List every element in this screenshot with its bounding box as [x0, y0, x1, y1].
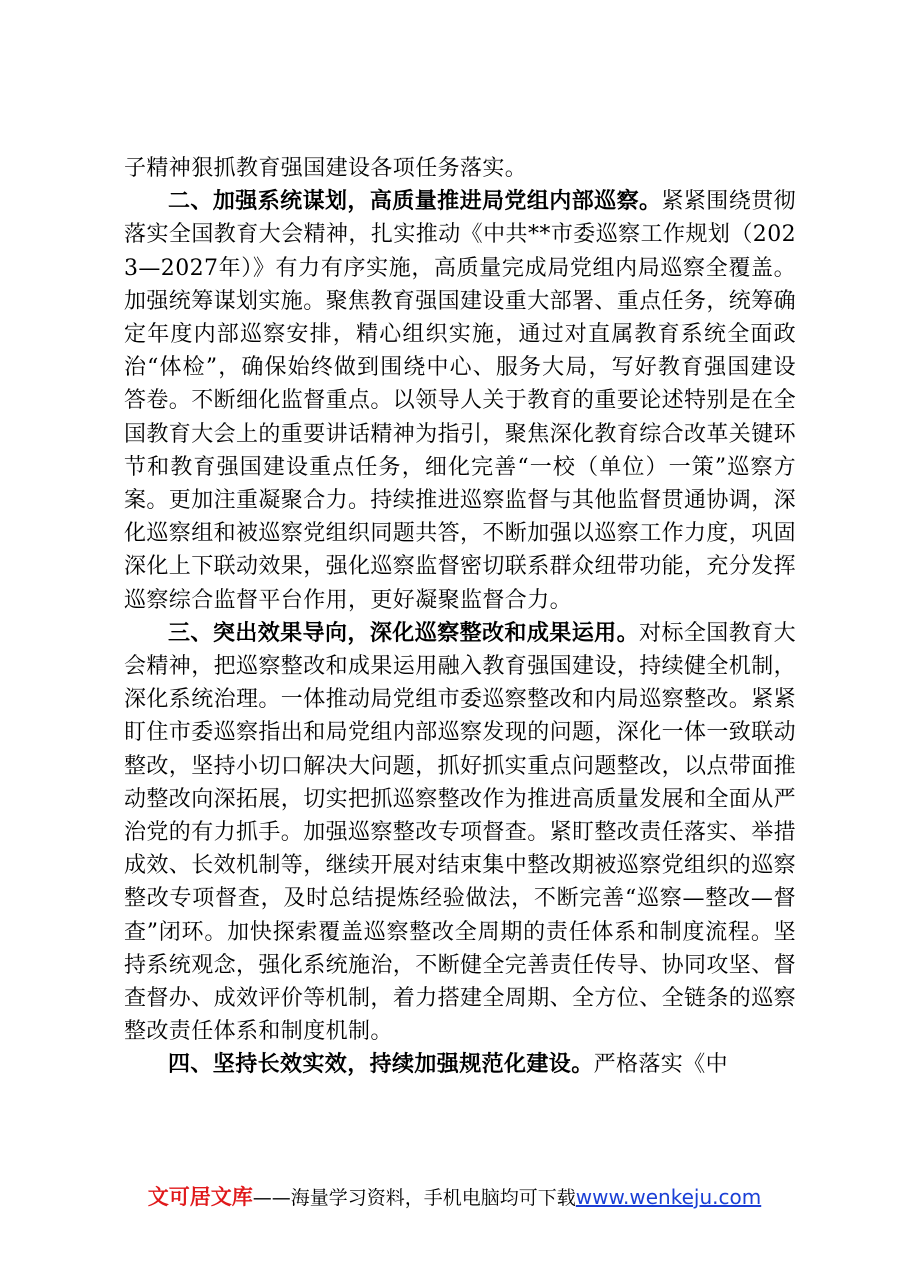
footer-banner [0, 1184, 909, 1211]
section-body-2: 紧紧围绕贯彻落实全国教育大会精神，扎实推动《中共**市委巡察工作规划（2023—2027年）》有力有序实施，高质量完成局党组内局巡察全覆盖。加强统筹谋划实施。聚焦教育强国建设重大部署、重点任务，统筹确定年度内部巡察安排，精心组织实施，通过对直属教育系统全面政治“体检”，确保始终做到围绕中心、服务大局，写好教育强国建设答卷。不断细化监督重点。以领导人关于教育的重要论述特别是在全国教育大会上的重要讲话精神为指引，聚焦深化教育综合改革关键环节和教育强国建设重点任务，细化完善“一校（单位）一策”巡察方案。更加注重凝聚合力。持续推进巡察监督与其他监督贯通协调，深化巡察组和被巡察党组织同题共答，不断加强以巡察工作力度，巩固深化上下联动效果，强化巡察监督密切联系群众纽带功能，充分发挥巡察综合监督平台作用，更好凝聚监督合力。 [124, 189, 797, 613]
section-body-4: 严格落实《中 [593, 1052, 729, 1078]
section-paragraph-2 [124, 185, 796, 617]
footer-description: ——海量学习资料，手机电脑均可下载 [252, 1187, 576, 1209]
footer-brand: 文可居文库 [147, 1185, 253, 1209]
section-heading-2: 二、加强系统谋划，高质量推进局党组内部巡察。 [168, 189, 662, 215]
document-body [124, 152, 796, 1082]
section-heading-3: 三、突出效果导向，深化巡察整改和成果运用。 [168, 620, 640, 646]
footer-url-link[interactable]: www.wenkeju.com [575, 1185, 762, 1209]
section-heading-4: 四、坚持长效实效，持续加强规范化建设。 [168, 1052, 594, 1078]
section-body-3: 对标全国教育大会精神，把巡察整改和成果运用融入教育强国建设，持续健全机制，深化系统治理。一体推动局党组市委巡察整改和内局巡察整改。紧紧盯住市委巡察指出和局党组内部巡察发现的问题，深化一体一致联动整改，坚持小切口解决大问题，抓好抓实重点问题整改，以点带面推动整改向深拓展，切实把抓巡察整改作为推进高质量发展和全面从严治党的有力抓手。加强巡察整改专项督查。紧盯整改责任落实、举措成效、长效机制等，继续开展对结束集中整改期被巡察党组织的巡察整改专项督查，及时总结提炼经验做法，不断完善“巡察—整改—督查”闭环。加快探索覆盖巡察整改全周期的责任体系和制度流程。坚持系统观念，强化系统施治，不断健全完善责任传导、协同攻坚、督查督办、成效评价等机制，着力搭建全周期、全方位、全链条的巡察整改责任体系和制度机制。 [124, 620, 797, 1045]
continuation-paragraph: 子精神狠抓教育强国建设各项任务落实。 [124, 156, 528, 181]
section-paragraph-3 [124, 617, 796, 1049]
section-paragraph-4 [124, 1048, 796, 1081]
